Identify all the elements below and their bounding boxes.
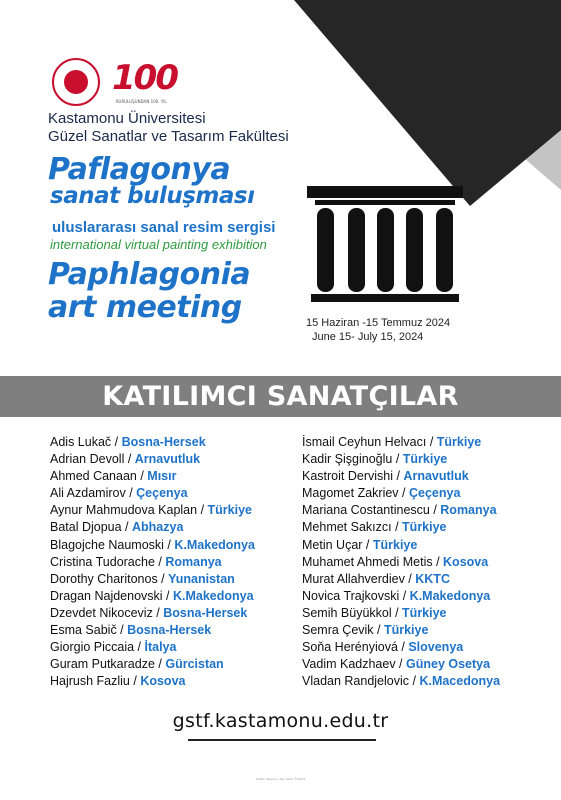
separator: / [395, 657, 406, 672]
artist-country: Arnavutluk [134, 452, 201, 467]
artist-list-item [50, 468, 255, 485]
separator: / [129, 674, 141, 689]
event-title-tr [48, 152, 255, 209]
artist-name: Ahmed Canaan [50, 469, 137, 484]
separator: / [373, 623, 384, 638]
artist-name: Kastroit Dervishi [302, 469, 393, 484]
artist-name: Batal Djopua [50, 520, 122, 535]
artist-country: Abhazya [132, 520, 184, 535]
separator: / [111, 435, 122, 449]
university-seal-icon [52, 58, 100, 106]
artist-country: Mısır [147, 469, 177, 484]
event-title-tr-line1: Paflagonya [48, 152, 231, 187]
event-dates-en: June 15- July 15, 2024 [312, 331, 424, 343]
separator: / [391, 520, 403, 535]
artist-country: Çeçenya [136, 486, 188, 501]
participants-heading: KATILIMCI SANATÇILAR [102, 381, 459, 412]
artist-country: Türkiye [402, 605, 447, 620]
artist-list-item [302, 622, 500, 639]
event-subtitle-en: international virtual painting exhibition [50, 237, 267, 252]
artist-list-item [50, 639, 255, 656]
separator: / [154, 657, 166, 672]
artist-name: İsmail Ceyhun Helvacı [302, 435, 427, 449]
artists-list-left [50, 434, 255, 690]
artist-country: Bosna-Hersek [127, 623, 212, 638]
artist-list-item [302, 537, 500, 554]
artist-country: K.Makedonya [174, 537, 255, 552]
artist-list-item [50, 434, 255, 451]
artist-country: Yunanistan [168, 571, 235, 586]
artist-country: Türkiye [383, 623, 429, 638]
artist-name: Esma Sabič [50, 623, 117, 638]
artist-country: Romanya [440, 503, 497, 518]
artist-country: Türkiye [436, 435, 482, 449]
artist-country: Kosova [140, 674, 186, 689]
separator: / [152, 605, 164, 620]
artist-country: Romanya [165, 554, 222, 569]
separator: / [399, 588, 410, 603]
artist-list-item [302, 468, 500, 485]
artist-name: Adrian Devoll [50, 452, 125, 467]
separator: / [157, 571, 169, 586]
separator: / [426, 435, 437, 449]
artist-country: KKTC [415, 571, 450, 586]
artist-name: Cristina Tudorache [50, 554, 155, 569]
separator: / [393, 469, 404, 484]
artist-name: Aynur Mahmudova Kaplan [50, 503, 198, 518]
artist-name: Giorgio Piccaia [50, 640, 135, 655]
artist-country: K.Macedonya [419, 674, 501, 689]
artist-list-item [302, 571, 500, 588]
separator: / [163, 537, 175, 552]
artist-country: Slovenya [408, 640, 464, 655]
separator: / [404, 571, 416, 586]
event-title-en-line2: art meeting [48, 290, 242, 325]
artist-name: Vadim Kadzhaev [302, 657, 396, 672]
separator: / [197, 503, 208, 518]
event-dates-tr: 15 Haziran -15 Temmuz 2024 [306, 317, 451, 329]
artist-country: Kosova [443, 554, 489, 569]
artist-list-item [302, 588, 500, 605]
artist-list-item [50, 656, 255, 673]
separator: / [362, 537, 373, 552]
centenary-logo-icon: 100 [112, 58, 177, 98]
artist-list-item [302, 451, 500, 468]
artist-country: Çeçenya [408, 486, 461, 501]
separator: / [392, 452, 403, 467]
artist-list-item [50, 485, 255, 502]
participants-banner [0, 376, 561, 417]
artist-list-item [50, 622, 255, 639]
artist-name: Soňa Herényiová [302, 640, 398, 655]
artist-name: Semih Büyükkol [302, 605, 392, 620]
artist-country: Bosna-Hersek [121, 435, 206, 449]
separator: / [391, 605, 403, 620]
separator: / [121, 520, 132, 535]
artist-list-item [302, 519, 500, 536]
artist-list-item [302, 434, 500, 451]
separator: / [124, 452, 135, 467]
separator: / [125, 486, 137, 501]
artist-name: Dragan Najdenovski [50, 588, 163, 603]
artist-list-item [50, 571, 255, 588]
artist-name: Mehmet Sakızcı [302, 520, 392, 535]
artist-name: Kadir Şişginoğlu [302, 452, 393, 467]
artist-list-item [50, 537, 255, 554]
artist-country: İtalya [144, 640, 177, 655]
artist-name: Blagojche Naumoski [50, 537, 164, 552]
artist-name: Murat Allahverdiev [302, 571, 405, 586]
artist-list-item [302, 656, 500, 673]
separator: / [154, 554, 166, 569]
separator: / [429, 503, 441, 518]
artist-name: Metin Uçar [302, 537, 363, 552]
artist-name: Muhamet Ahmedi Metis [302, 554, 433, 569]
artist-list-item [50, 588, 255, 605]
artist-name: Dzevdet Nikoceviz [50, 605, 153, 620]
artist-country: K.Makedonya [172, 588, 254, 603]
centenary-logo-caption: KURULUŞUNDAN 100. YIL [116, 99, 167, 104]
artist-list-item [50, 673, 255, 690]
artist-country: Türkiye [402, 520, 447, 535]
separator: / [116, 623, 128, 638]
artist-name: Mariana Costantinescu [302, 503, 430, 518]
credit-line: Grafik Tasarım: Aslı Tekin ©2024 [256, 777, 305, 781]
artist-name: Magomet Zakriev [302, 486, 399, 501]
artist-country: Bosna-Hersek [163, 605, 248, 620]
artist-name: Novica Trajkovski [302, 588, 400, 603]
artists-list-right [302, 434, 500, 690]
artist-country: Arnavutluk [403, 469, 469, 484]
artist-country: Gürcistan [165, 657, 224, 672]
artist-name: Hajrush Fazliu [50, 674, 130, 689]
event-title-en [48, 258, 250, 324]
artist-name: Ali Azdamirov [50, 486, 126, 501]
url-underline [188, 739, 376, 741]
separator: / [398, 486, 409, 501]
university-name: Kastamonu Üniversitesi [48, 110, 206, 127]
event-title-tr-line2: sanat buluşması [50, 183, 255, 209]
artist-list-item [302, 639, 500, 656]
artist-list-item [302, 605, 500, 622]
event-dates [306, 316, 450, 344]
artist-list-item [302, 485, 500, 502]
artist-country: Güney Osetya [406, 657, 491, 672]
artist-list-item [50, 554, 255, 571]
artist-list-item [302, 502, 500, 519]
artist-country: Türkiye [207, 503, 252, 518]
event-title-en-line1: Paphlagonia [48, 257, 251, 292]
separator: / [162, 588, 173, 603]
artist-list-item [302, 673, 500, 690]
artist-name: Adis Lukač [50, 435, 112, 449]
faculty-name: Güzel Sanatlar ve Tasarım Fakültesi [48, 128, 289, 145]
separator: / [409, 674, 420, 689]
separator: / [397, 640, 409, 655]
artist-list-item [50, 605, 255, 622]
separator: / [136, 469, 148, 484]
website-url[interactable]: gstf.kastamonu.edu.tr [172, 710, 389, 732]
separator: / [134, 640, 145, 655]
faculty-block [48, 110, 289, 146]
artist-name: Vladan Randjelovic [302, 674, 410, 689]
artist-country: Türkiye [402, 452, 448, 467]
separator: / [432, 554, 444, 569]
artist-list-item [50, 519, 255, 536]
event-subtitle-tr: uluslararası sanal resim sergisi [52, 219, 276, 236]
artist-list-item [302, 554, 500, 571]
artist-country: K.Makedonya [409, 588, 491, 603]
artist-list-item [50, 451, 255, 468]
artist-name: Guram Putkaradze [50, 657, 155, 672]
artist-name: Semra Çevik [302, 623, 374, 638]
artist-name: Dorothy Charitonos [50, 571, 158, 586]
artist-list-item [50, 502, 255, 519]
temple-icon [305, 186, 465, 306]
artist-country: Türkiye [372, 537, 418, 552]
